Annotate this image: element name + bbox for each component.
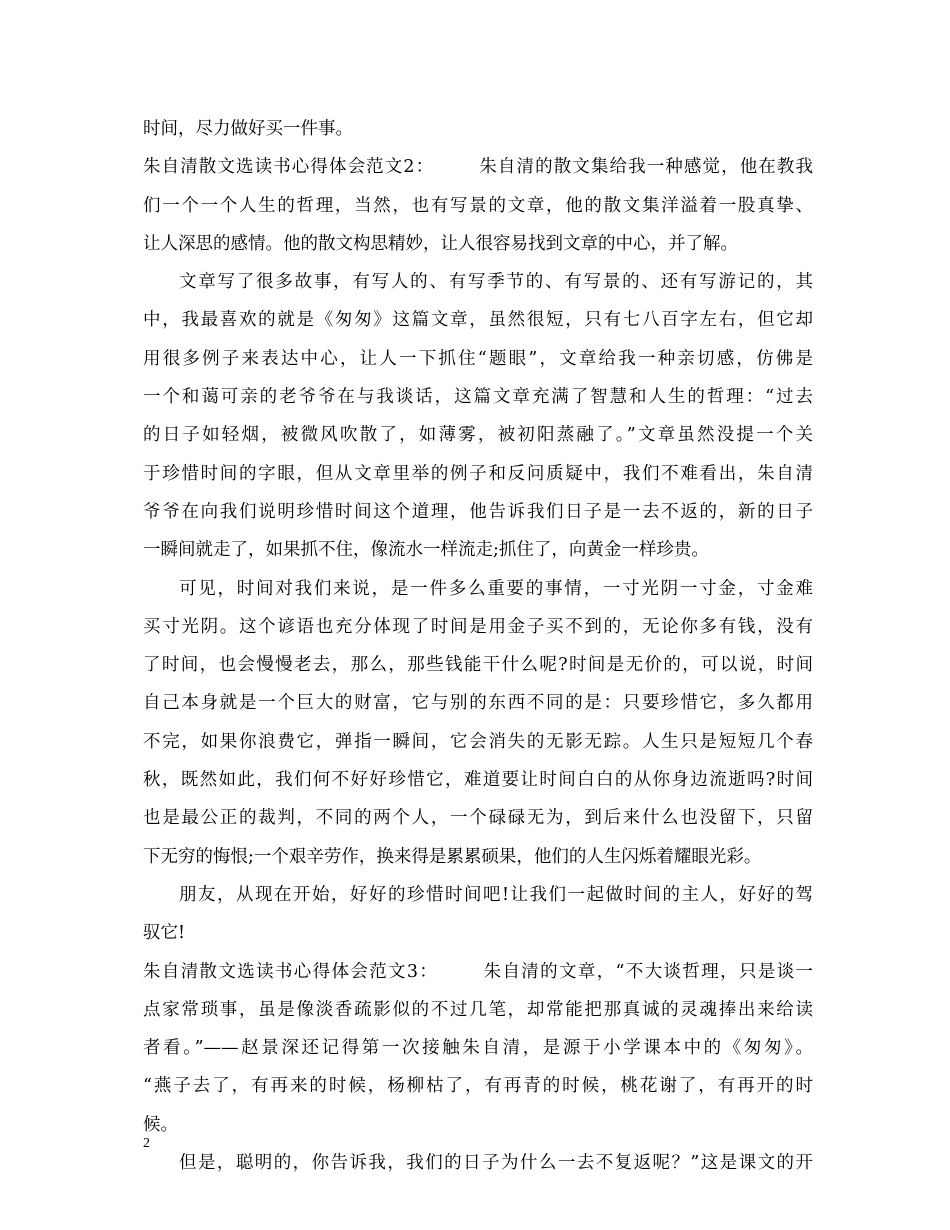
paragraph-line: 朋友，从现在开始，好好的珍惜时间吧!让我们一起做时间的主人，好好的驾: [179, 884, 813, 905]
paragraph-line: 于珍惜时间的字眼，但从文章里举的例子和反问质疑中，我们不难看出，朱自清: [143, 463, 813, 484]
paragraph-line: 者看。”——赵景深还记得第一次接触朱自清，是源于小学课本中的《匆匆》。: [143, 1038, 813, 1059]
paragraph-line: 朱自清的散文集给我一种感觉，他在教我: [478, 157, 813, 178]
paragraph-line: 让人深思的感情。他的散文构思精妙，让人很容易找到文章的中心，并了解。: [143, 233, 738, 254]
paragraph-line: 文章写了很多故事，有写人的、有写季节的、有写景的、还有写游记的，其: [179, 272, 813, 293]
paragraph-line: 可见，时间对我们来说，是一件多么重要的事情，一寸光阴一寸金，寸金难: [179, 578, 813, 599]
paragraph-line: 买寸光阴。这个谚语也充分体现了时间是用金子买不到的，无论你多有钱，没有: [143, 616, 813, 637]
section-heading: 朱自清散文选读书心得体会范文3：: [143, 961, 439, 982]
paragraph-line: 点家常琐事，虽是像淡香疏影似的不过几笔，却常能把那真诚的灵魂捧出来给读: [143, 999, 813, 1020]
paragraph-line: 下无穷的悔恨;一个艰辛劳作，换来得是累累硕果，他们的人生闪烁着耀眼光彩。: [143, 846, 762, 867]
paragraph-line: 用很多例子来表达中心，让人一下抓住“题眼”，文章给我一种亲切感，仿佛是: [143, 348, 813, 369]
page-number: 2: [143, 1136, 150, 1151]
document-body: [143, 110, 813, 1182]
section-heading: 朱自清散文选读书心得体会范文2：: [143, 157, 435, 178]
paragraph-line: 一个和蔼可亲的老爷爷在与我谈话，这篇文章充满了智慧和人生的哲理：“过去: [143, 387, 813, 408]
paragraph-line: 自己本身就是一个巨大的财富，它与别的东西不同的是：只要珍惜它，多久都用: [143, 693, 813, 714]
paragraph-line: 爷爷在向我们说明珍惜时间这个道理，他告诉我们日子是一去不返的，新的日子: [143, 501, 813, 522]
paragraph-line: 中，我最喜欢的就是《匆匆》这篇文章，虽然很短，只有七八百字左右，但它却: [143, 310, 813, 331]
paragraph-line: 的日子如轻烟，被微风吹散了，如薄雾，被初阳蒸融了。”文章虽然没提一个关: [143, 425, 813, 446]
paragraph-line: “燕子去了，有再来的时候，杨柳枯了，有再青的时候，桃花谢了，有再开的时: [143, 1076, 813, 1097]
paragraph-line: 但是，聪明的，你告诉我，我们的日子为什么一去不复返呢？”这是课文的开: [179, 1153, 813, 1174]
paragraph-line: 一瞬间就走了，如果抓不住，像流水一样流走;抓住了，向黄金一样珍贵。: [143, 540, 709, 561]
paragraph-line: 也是最公正的裁判，不同的两个人，一个碌碌无为，到后来什么也没留下，只留: [143, 808, 813, 829]
paragraph-line: 朱自清的文章，“不大谈哲理，只是谈一: [482, 961, 813, 982]
section-heading-line: [143, 148, 813, 186]
paragraph-line: 候。: [143, 1114, 178, 1135]
paragraph-line: 时间，尽力做好买一件事。: [143, 119, 353, 139]
paragraph-line: 驭它!: [143, 923, 186, 944]
paragraph-line: 不完，如果你浪费它，弹指一瞬间，它会消失的无影无踪。人生只是短短几个春: [143, 731, 813, 752]
paragraph-line: 了时间，也会慢慢老去，那么，那些钱能干什么呢?时间是无价的，可以说，时间: [143, 655, 813, 676]
section-heading-line: [143, 953, 813, 991]
paragraph-line: 秋，既然如此，我们何不好好珍惜它，难道要让时间白白的从你身边流逝吗?时间: [143, 770, 813, 791]
paragraph-line: 们一个一个人生的哲理，当然，也有写景的文章，他的散文集洋溢着一股真挚、: [143, 195, 813, 216]
